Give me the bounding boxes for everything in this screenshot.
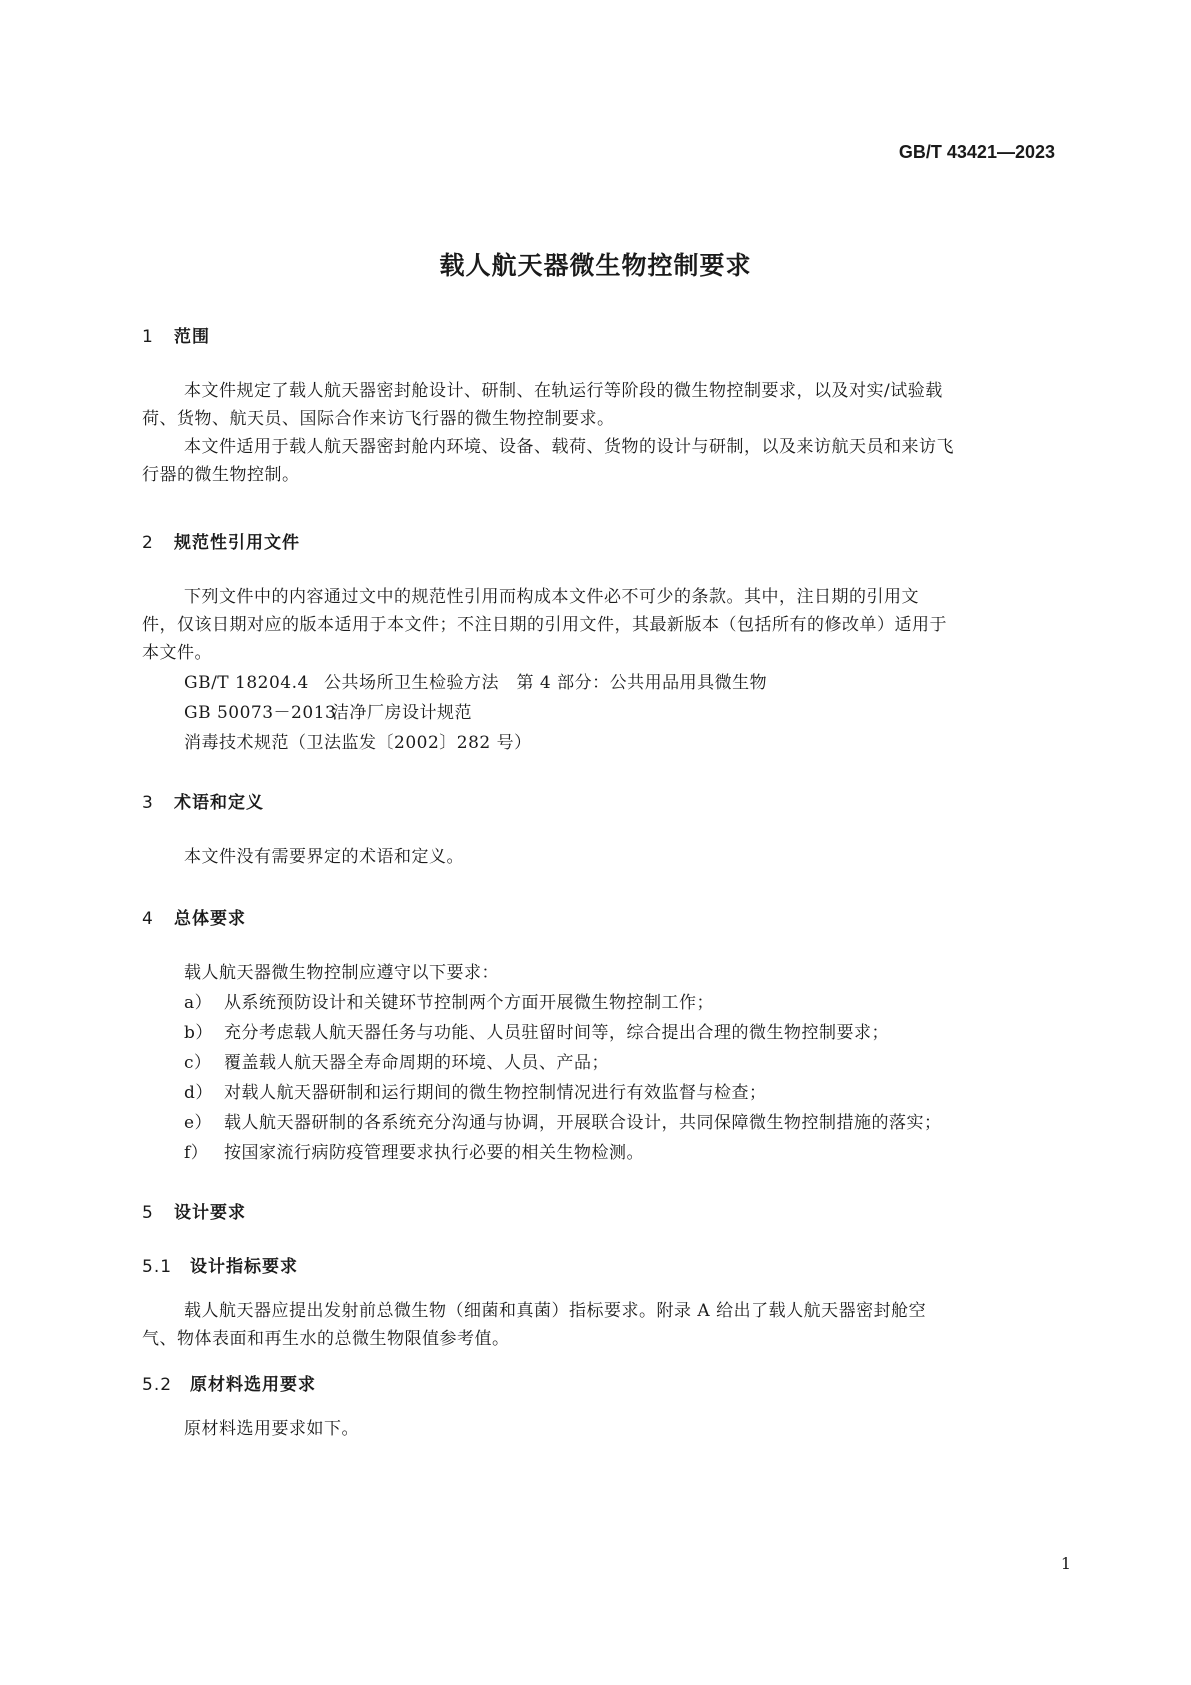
subsection-number: 5.2 [142,1375,173,1395]
list-text: 按国家流行病防疫管理要求执行必要的相关生物检测。 [224,1143,644,1163]
subsection-5-1-heading [142,1252,298,1277]
subsection-5-2-heading [142,1370,316,1395]
document-title: 载人航天器微生物控制要求 [439,251,752,280]
list-marker: c） [184,1053,212,1073]
list-marker: e） [184,1113,213,1133]
section-number: 3 [142,793,154,813]
section-2-heading [142,528,300,553]
section-title: 术语和定义 [174,793,264,813]
subsection-5-1-para-line1: 载人航天器应提出发射前总微生物（细菌和真菌）指标要求。附录 A 给出了载人航天器密封舱空 [184,1301,927,1321]
list-item [184,988,714,1013]
section-2-para-line1: 下列文件中的内容通过文中的规范性引用而构成本文件必不可少的条款。其中，注日期的引用文 [184,587,919,607]
list-text: 载人航天器研制的各系统充分沟通与协调，开展联合设计，共同保障微生物控制措施的落实； [224,1113,942,1133]
list-text: 从系统预防设计和关键环节控制两个方面开展微生物控制工作； [224,993,714,1013]
reference-name: 洁净厂房设计规范 [332,703,472,723]
list-marker: f） [184,1143,209,1163]
section-3-para: 本文件没有需要界定的术语和定义。 [184,847,464,867]
list-item [184,1108,942,1133]
reference-code: GB/T 18204.4 [184,673,309,693]
reference-item [184,668,767,693]
standard-number: GB/T 43421—2023 [898,142,1055,162]
section-1-heading [142,322,210,347]
section-number: 5 [142,1203,154,1223]
list-text: 充分考虑载人航天器任务与功能、人员驻留时间等，综合提出合理的微生物控制要求； [224,1023,889,1043]
section-4-intro: 载人航天器微生物控制应遵守以下要求： [184,963,499,983]
list-item [184,1138,644,1163]
reference-name: 消毒技术规范（卫法监发〔2002〕282 号） [184,733,532,753]
section-title: 范围 [174,327,210,347]
list-text: 对载人航天器研制和运行期间的微生物控制情况进行有效监督与检查； [224,1083,767,1103]
page-number: 1 [1060,1554,1071,1573]
section-title: 设计要求 [174,1203,246,1223]
subsection-5-1-para-line2: 气、物体表面和再生水的总微生物限值参考值。 [142,1329,510,1349]
list-text: 覆盖载人航天器全寿命周期的环境、人员、产品； [224,1053,609,1073]
section-2-para-line3: 本文件。 [142,643,212,663]
section-number: 4 [142,909,154,929]
section-1-para1-line2: 荷、货物、航天员、国际合作来访飞行器的微生物控制要求。 [142,409,615,429]
list-marker: b） [184,1023,213,1043]
list-item [184,1078,767,1103]
reference-name: 公共场所卫生检验方法 第 4 部分：公共用品用具微生物 [324,673,768,693]
section-number: 2 [142,533,154,553]
subsection-number: 5.1 [142,1257,173,1277]
reference-item [184,728,532,753]
section-title: 规范性引用文件 [174,533,300,553]
section-title: 总体要求 [174,909,246,929]
reference-item [184,698,472,723]
subsection-title: 原材料选用要求 [190,1375,316,1395]
list-item [184,1048,609,1073]
section-4-heading [142,904,246,929]
list-marker: d） [184,1083,213,1103]
section-1-para2-line1: 本文件适用于载人航天器密封舱内环境、设备、载荷、货物的设计与研制，以及来访航天员和来访飞 [184,437,954,457]
subsection-title: 设计指标要求 [190,1257,298,1277]
section-3-heading [142,788,264,813]
section-number: 1 [142,327,154,347]
section-1-para2-line2: 行器的微生物控制。 [142,465,300,485]
section-1-para1-line1: 本文件规定了载人航天器密封舱设计、研制、在轨运行等阶段的微生物控制要求，以及对实/试验载 [184,381,943,401]
subsection-5-2-para: 原材料选用要求如下。 [184,1419,359,1439]
list-marker: a） [184,993,213,1013]
reference-code: GB 50073－2013 [184,703,337,723]
list-item [184,1018,889,1043]
section-5-heading [142,1198,246,1223]
section-2-para-line2: 件，仅该日期对应的版本适用于本文件；不注日期的引用文件，其最新版本（包括所有的修改单）适用于 [142,615,947,635]
